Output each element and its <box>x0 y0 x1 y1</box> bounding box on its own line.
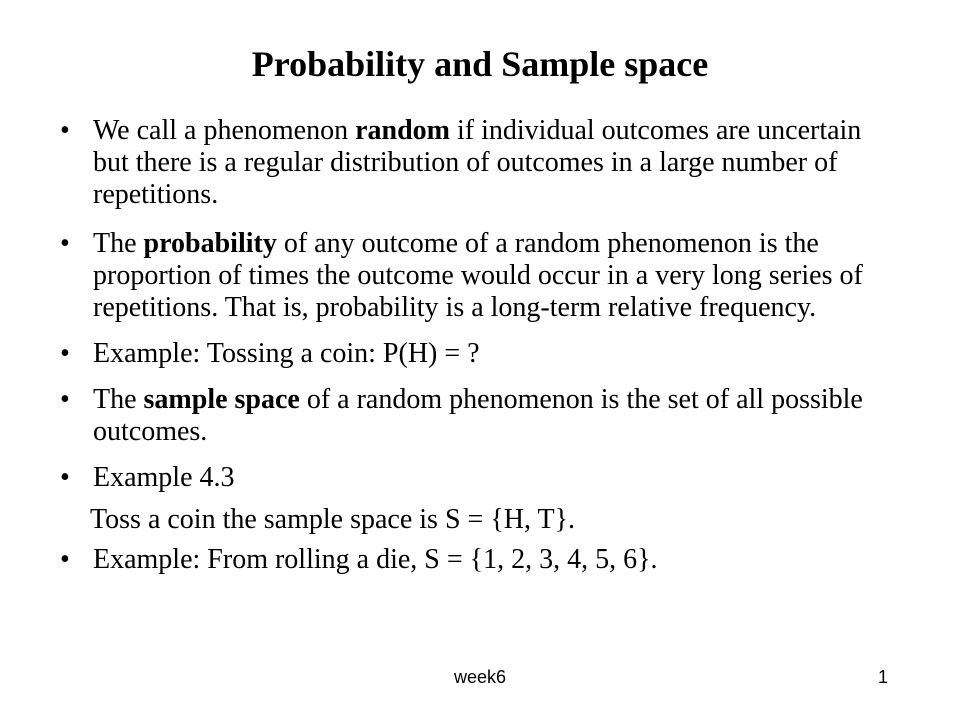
term-probability: probability <box>143 228 277 259</box>
bullet-text-pre: The <box>93 228 144 259</box>
bullet-text-post: of a random phenomenon is the set of all possible outcomes. <box>93 384 863 447</box>
bullet-dot: • <box>60 228 70 259</box>
footer-page-number: 1 <box>877 667 888 687</box>
term-sample-space: sample space <box>143 384 300 415</box>
bullet-list <box>60 115 900 590</box>
bullet-sample-space-definition <box>60 384 900 448</box>
bullet-example-4-3 <box>60 462 900 536</box>
bullet-random-definition <box>60 115 900 211</box>
bullet-dot: • <box>60 338 70 369</box>
bullet-text: Example: From rolling a die, S = {1, 2, 3, 4, 5, 6}. <box>93 544 658 575</box>
bullet-dot: • <box>60 384 70 415</box>
bullet-text: Example: Tossing a coin: P(H) = ? <box>93 338 480 369</box>
bullet-dot: • <box>60 544 70 575</box>
bullet-text-pre: We call a phenomenon <box>93 115 356 146</box>
bullet-text: Example 4.3 <box>93 462 235 493</box>
slide-title: Probability and Sample space <box>251 44 709 84</box>
bullet-text-pre: The <box>93 384 144 415</box>
bullet-text-post: of any outcome of a random phenomenon is the proportion of times the outcome would occur in a very long series of repetitions. That is, probability is a long-term relative frequency. <box>93 228 863 323</box>
bullet-coin-example <box>60 338 900 370</box>
bullet-text-post: if individual outcomes are uncertain but there is a regular distribution of outcomes in a large number of repetitions. <box>93 115 862 210</box>
bullet-probability-definition <box>60 228 900 324</box>
bullet-die-example <box>60 544 900 576</box>
bullet-dot: • <box>60 115 70 146</box>
example-4-3-detail: Toss a coin the sample space is S = {H, T}. <box>90 504 576 535</box>
bullet-dot: • <box>60 462 70 493</box>
footer-week-label: week6 <box>453 667 507 687</box>
term-random: random <box>355 115 450 146</box>
